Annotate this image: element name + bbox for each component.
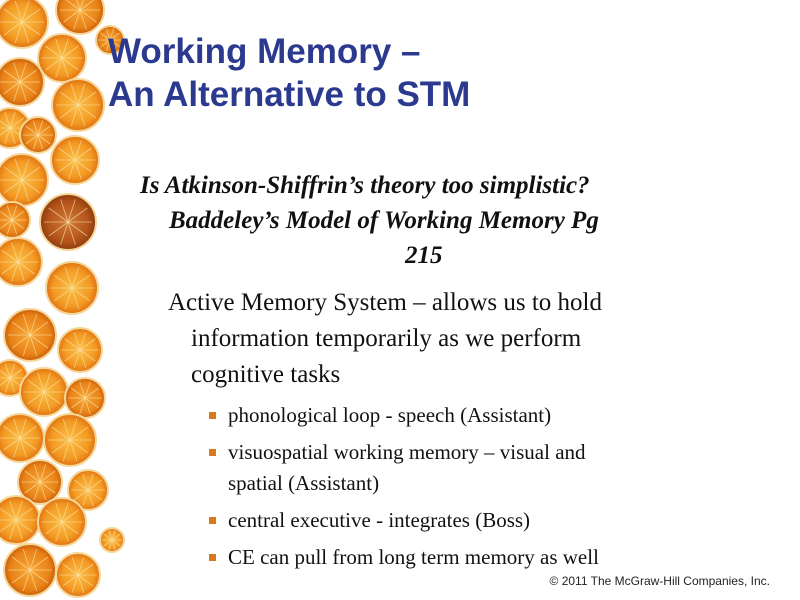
body-line-2: information temporarily as we perform [191,325,582,352]
subheading [140,168,740,273]
bullet-item [205,542,725,573]
subheading-line-1: Is Atkinson-Shiffrin’s theory too simplistic? [140,172,590,199]
bullet-list [205,400,725,579]
title-line-1: Working Memory – [108,32,421,71]
bullet-item [205,437,725,499]
bullet-text: CE can pull from long term memory as well [228,545,599,569]
title-line-2: An Alternative to STM [108,75,471,114]
subheading-line-3: 215 [405,242,443,269]
bullet-item [205,505,725,536]
bullet-text-continued: spatial (Assistant) [228,471,380,495]
bullet-square-icon [209,554,216,561]
bullet-square-icon [209,449,216,456]
copyright-notice: © 2011 The McGraw-Hill Companies, Inc. [549,574,770,588]
bullet-text: visuospatial working memory – visual and [228,440,586,464]
body-paragraph [168,285,748,393]
slide-title [108,30,708,116]
bullet-square-icon [209,517,216,524]
orange-slice [56,0,104,34]
body-line-3: cognitive tasks [191,361,341,388]
body-line-1: Active Memory System – allows us to hold [168,289,602,316]
subheading-line-2: Baddeley’s Model of Working Memory Pg [169,207,599,234]
orange-slice [0,0,48,48]
bullet-item [205,400,725,431]
bullet-text: phonological loop - speech (Assistant) [228,403,552,427]
bullet-square-icon [209,412,216,419]
bullet-text: central executive - integrates (Boss) [228,508,531,532]
